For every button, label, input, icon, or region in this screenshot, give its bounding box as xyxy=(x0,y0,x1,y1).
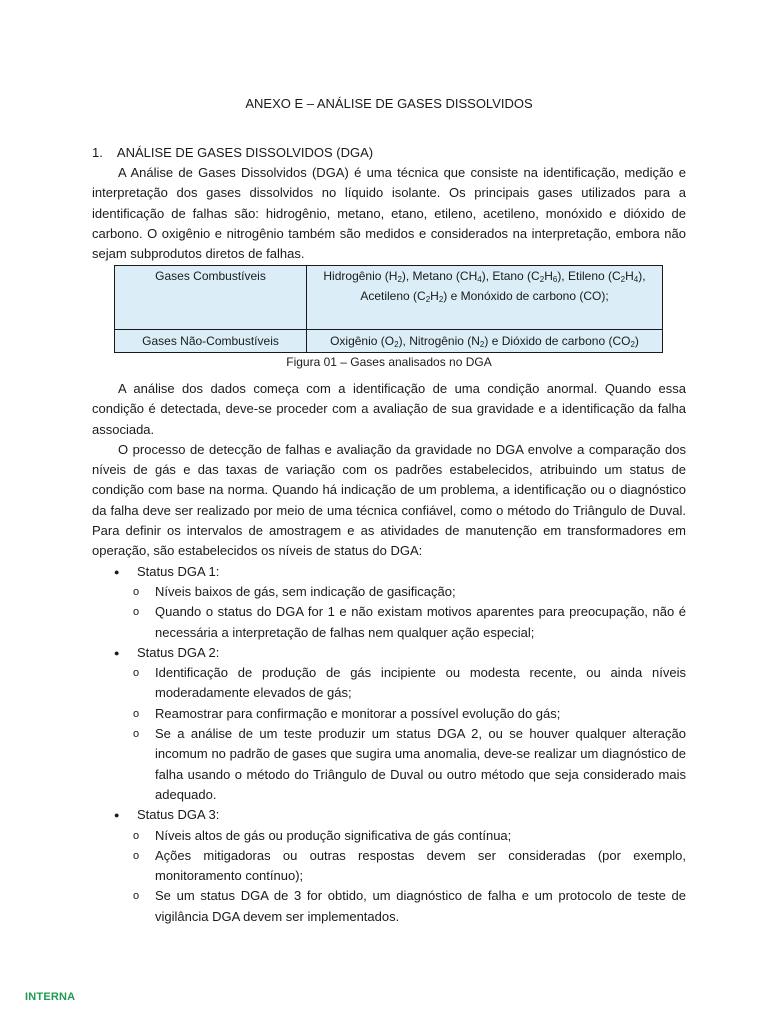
sub-bullet-icon: o xyxy=(133,849,140,862)
subscript: 2 xyxy=(397,275,402,284)
formula-text: ) e Monóxido de carbono (CO); xyxy=(443,289,609,303)
section-title: ANÁLISE DE GASES DISSOLVIDOS (DGA) xyxy=(116,145,374,160)
section-heading xyxy=(92,145,373,160)
list-item xyxy=(133,724,686,805)
formula-text: H xyxy=(625,269,634,283)
status-title: Status DGA 1: xyxy=(137,563,220,579)
gas-list-cell xyxy=(307,266,663,330)
figure-caption: Figura 01 – Gases analisados no DGA xyxy=(286,355,492,369)
formula-text: ), Etano (C xyxy=(481,269,540,283)
status-item xyxy=(92,805,686,927)
formula-text: H xyxy=(430,289,439,303)
sub-bullet-icon: o xyxy=(133,728,140,741)
status-title: Status DGA 3: xyxy=(137,807,220,823)
subscript: 2 xyxy=(630,340,635,349)
sub-bullet-icon: o xyxy=(133,585,140,598)
list-item-text: Quando o status do DGA for 1 e não existam motivos aparentes para preocupação, não é necessária a interpretação de falhas nem qualquer ação especial; xyxy=(155,604,686,640)
list-item xyxy=(133,602,686,643)
list-item xyxy=(133,826,686,846)
sub-bullet-icon: o xyxy=(133,606,140,619)
list-item-text: Se a análise de um teste produzir um status DGA 2, ou se houver qualquer alteração incomum no padrão de gases que sugira uma anomalia, deve-se realizar um diagnóstico de falha usando o método do Triângulo de Duval ou outro método que seja considerado mais adequado. xyxy=(155,726,686,802)
paragraph: A análise dos dados começa com a identificação de uma condição anormal. Quando essa condição é detectada, deve-se proceder com a avaliação de sua gravidade e a identificação da falha associada. xyxy=(92,381,686,437)
gas-list-cell xyxy=(307,330,663,353)
intro-paragraph: A Análise de Gases Dissolvidos (DGA) é uma técnica que consiste na identificação, medição e interpretação dos gases dissolvidos no líquido isolante. Os principais gases utilizados para a identificação de falhas são: hidrogênio, metano, etano, etileno, acetileno, monóxido e dióxido de carbono. O oxigênio e nitrogênio também são medidos e considerados na interpretação, embora não sejam subprodutos diretos de falhas. xyxy=(92,165,686,262)
list-item-text: Níveis altos de gás ou produção significativa de gás contínua; xyxy=(155,827,512,843)
annex-title: ANEXO E – ANÁLISE DE GASES DISSOLVIDOS xyxy=(245,96,533,111)
subscript: 2 xyxy=(539,275,545,284)
gas-category-cell: Gases Combustíveis xyxy=(115,266,307,330)
sub-bullet-icon: o xyxy=(133,829,140,842)
formula-text: Oxigênio (O xyxy=(330,334,395,348)
status-title: Status DGA 2: xyxy=(137,644,220,660)
table-row xyxy=(115,330,663,353)
status-list xyxy=(92,562,686,927)
formula-text: Hidrogênio (H xyxy=(323,269,398,283)
list-item xyxy=(133,704,686,724)
subscript: 2 xyxy=(479,340,485,349)
list-item-text: Níveis baixos de gás, sem indicação de gasificação; xyxy=(155,583,456,599)
status-sublist xyxy=(133,582,686,643)
formula-text: H xyxy=(544,269,553,283)
paragraph: O processo de detecção de falhas e avaliação da gravidade no DGA envolve a comparação dos níveis de gás e das taxas de variação com os padrões estabelecidos, atribuindo um status de condição com base na norma. Quando há indicação de um problema, a identificação ou o diagnóstico da falha deve ser realizado por meio de uma técnica confiável, como o método do Triângulo de Duval. Para definir os intervalos de amostragem e as atividades de manutenção em transformadores em operação, são estabelecidos os níveis de status do DGA: xyxy=(92,441,686,559)
sub-bullet-icon: o xyxy=(133,707,140,720)
subscript: 2 xyxy=(394,340,399,349)
status-item xyxy=(92,562,686,643)
subscript: 6 xyxy=(552,275,558,284)
subscript: 2 xyxy=(620,275,626,284)
body-content xyxy=(92,379,686,927)
list-item-text: Identificação de produção de gás incipiente ou modesta recente, ou ainda níveis moderadamente elevados de gás; xyxy=(155,665,686,701)
list-item xyxy=(133,582,686,602)
status-sublist xyxy=(133,663,686,805)
classification-label: INTERNA xyxy=(25,991,76,1003)
list-item xyxy=(133,886,686,927)
section-number: 1. xyxy=(92,145,103,160)
bullet-icon: ● xyxy=(114,566,120,577)
list-item-text: Reamostrar para confirmação e monitorar a possível evolução do gás; xyxy=(155,705,561,721)
formula-text: ), Nitrogênio (N xyxy=(398,334,480,348)
list-item-text: Se um status DGA de 3 for obtido, um diagnóstico de falha e um protocolo de teste de vigilância DGA devem ser implementados. xyxy=(155,888,686,924)
formula-text: ) e Dióxido de carbono (CO xyxy=(484,334,631,348)
gases-table xyxy=(114,265,663,353)
list-item xyxy=(133,846,686,887)
list-item xyxy=(133,663,686,704)
bullet-icon: ● xyxy=(114,647,120,658)
formula-text: ), Metano (CH xyxy=(401,269,478,283)
subscript: 2 xyxy=(438,295,444,304)
bullet-icon: ● xyxy=(114,810,120,821)
list-item-text: Ações mitigadoras ou outras respostas devem ser consideradas (por exemplo, monitoramento contínuo); xyxy=(155,847,686,884)
formula-text: ), Acetileno (C xyxy=(360,269,646,303)
sub-bullet-icon: o xyxy=(133,890,140,903)
gas-category-cell: Gases Não-Combustíveis xyxy=(115,330,307,353)
subscript: 2 xyxy=(425,295,431,304)
subscript: 4 xyxy=(477,275,482,284)
sub-bullet-icon: o xyxy=(133,667,140,680)
formula-text: ) xyxy=(634,334,639,348)
table-row xyxy=(115,266,663,330)
formula-text: ), Etileno (C xyxy=(557,269,621,283)
subscript: 4 xyxy=(633,275,639,284)
status-item xyxy=(92,643,686,805)
status-sublist xyxy=(133,826,686,927)
